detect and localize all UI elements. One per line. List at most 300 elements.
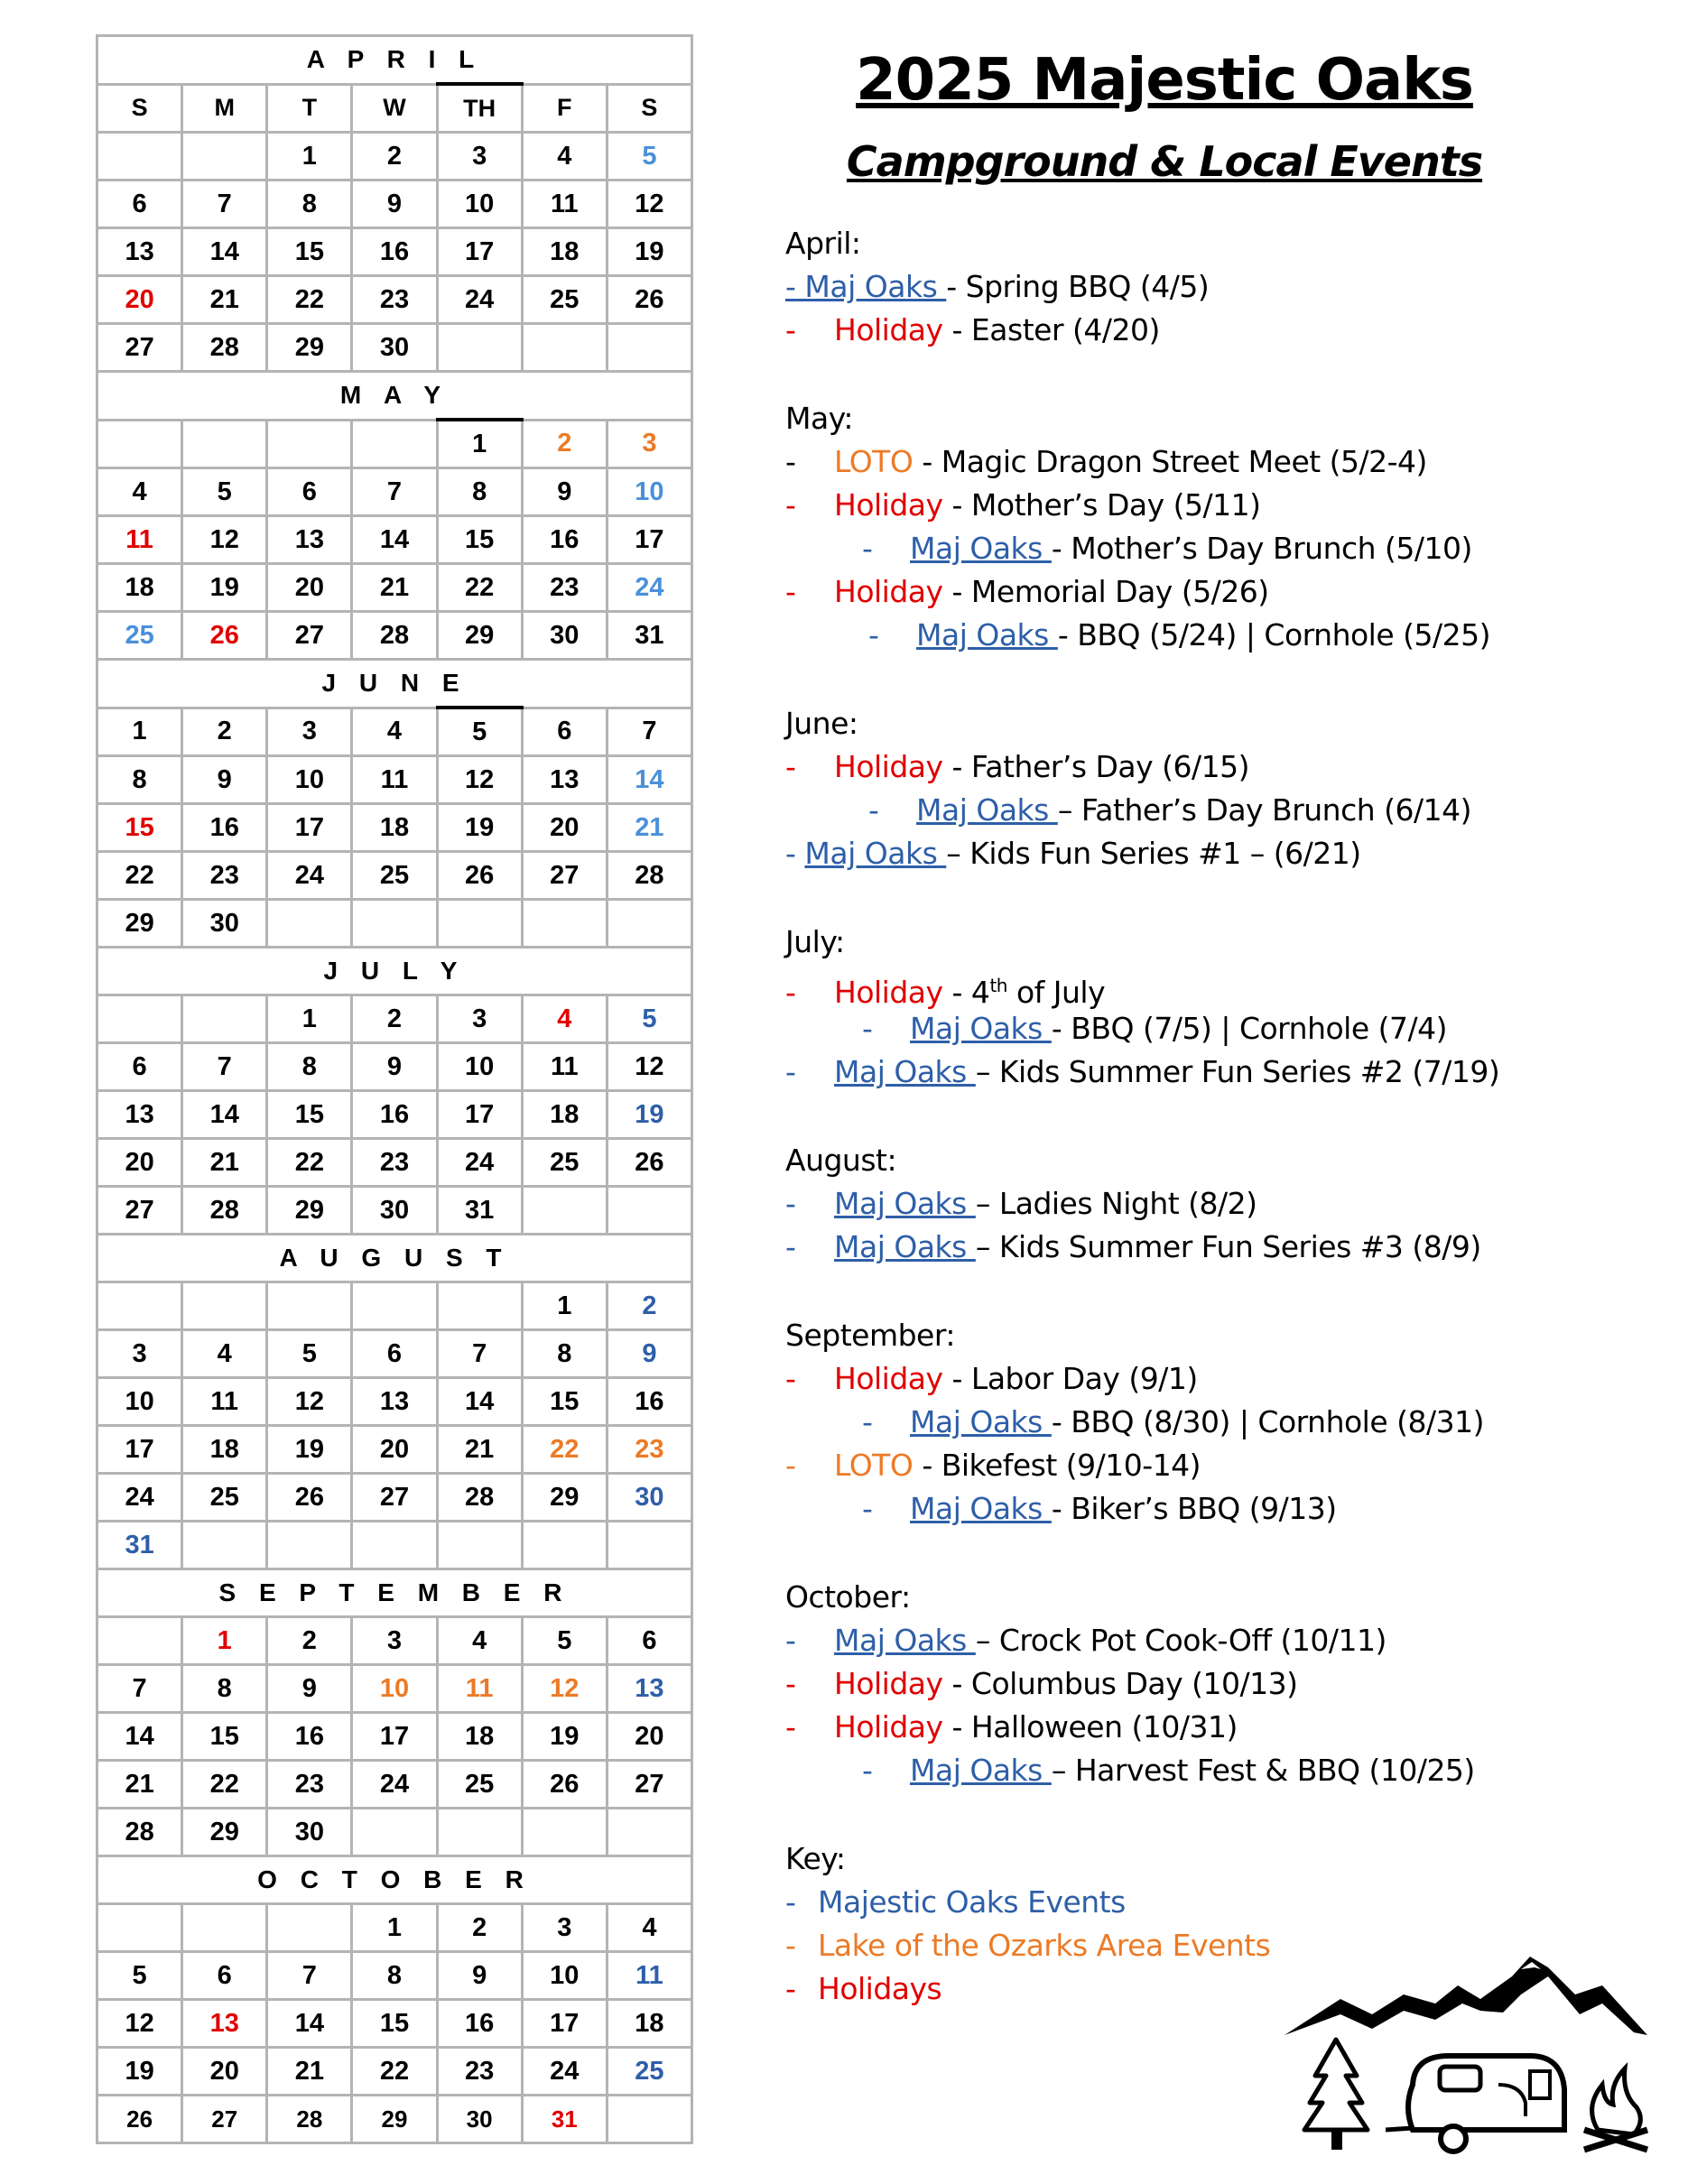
calendar-day: 1 [97, 708, 182, 756]
calendar-day: 8 [267, 1043, 352, 1091]
calendar-day [437, 1809, 522, 1856]
calendar-day: 28 [267, 2096, 352, 2143]
calendar-day [267, 1522, 352, 1569]
calendar-day: 16 [522, 516, 607, 564]
event-line [785, 444, 1427, 480]
calendar-day: 3 [437, 995, 522, 1043]
calendar-day: 20 [182, 2048, 267, 2096]
calendar-day: 5 [267, 1330, 352, 1378]
calendar-day: 9 [352, 1043, 437, 1091]
calendar-day: 12 [607, 1043, 691, 1091]
calendar-day: 27 [97, 324, 182, 372]
calendar-day: 10 [522, 1952, 607, 2000]
calendar-day: 26 [182, 612, 267, 660]
majestic-oaks-tag: Maj Oaks [910, 1011, 1052, 1046]
majestic-oaks-tag: Maj Oaks [834, 1186, 976, 1221]
dash: - [785, 1361, 796, 1396]
day-of-week-header: F [522, 84, 607, 133]
calendar-day [182, 420, 267, 468]
event-text: – Harvest Fest & BBQ (10/25) [1051, 1753, 1475, 1788]
calendar-day: 11 [522, 1043, 607, 1091]
calendar-day: 6 [182, 1952, 267, 2000]
calendar-day [437, 1522, 522, 1569]
event-text: - Magic Dragon Street Meet (5/2-4) [913, 444, 1427, 479]
calendar-day: 2 [182, 708, 267, 756]
event-line [785, 1054, 1499, 1090]
calendar-day: 11 [182, 1378, 267, 1426]
month-heading-august: August: [785, 1143, 897, 1178]
calendar-day: 17 [437, 1091, 522, 1139]
calendar-day: 11 [352, 756, 437, 804]
calendar-day: 14 [182, 1091, 267, 1139]
calendar-day: 19 [607, 1091, 691, 1139]
month-name: O C T O B E R [97, 1856, 692, 1904]
calendar-day [607, 324, 691, 372]
event-line [785, 574, 1269, 610]
month-name: A U G U S T [97, 1235, 692, 1282]
calendar-day: 20 [352, 1426, 437, 1474]
calendar-day: 22 [437, 564, 522, 612]
calendar-day: 13 [182, 2000, 267, 2048]
calendar-day [97, 133, 182, 180]
calendar-day: 3 [352, 1617, 437, 1665]
calendar-day: 28 [437, 1474, 522, 1522]
calendar-day: 30 [352, 324, 437, 372]
calendar-day: 21 [267, 2048, 352, 2096]
calendar-day: 1 [267, 133, 352, 180]
month-name: M A Y [97, 372, 692, 421]
calendar-day [267, 900, 352, 948]
calendar-day: 19 [267, 1426, 352, 1474]
event-line [785, 836, 1361, 872]
dash: - [785, 1186, 796, 1221]
calendar-day: 25 [522, 276, 607, 324]
month-name: J U N E [97, 660, 692, 708]
majestic-oaks-tag: Maj Oaks [910, 1404, 1052, 1439]
event-text: - Biker’s BBQ (9/13) [1051, 1491, 1337, 1526]
calendar-day: 13 [522, 756, 607, 804]
calendar-day: 6 [607, 1617, 691, 1665]
loto-tag: LOTO [834, 444, 914, 479]
camper-trailer-icon [1386, 2056, 1564, 2152]
calendar-day: 19 [97, 2048, 182, 2096]
calendar-day: 1 [352, 1904, 437, 1952]
calendar-day: 26 [607, 1139, 691, 1187]
key-label: Majestic Oaks Events [818, 1884, 1126, 1920]
dash: - [862, 1404, 873, 1439]
day-of-week-header: TH [437, 84, 522, 133]
calendar-day: 23 [522, 564, 607, 612]
calendar-day: 17 [437, 228, 522, 276]
calendar-day: 15 [182, 1713, 267, 1761]
calendar-day [97, 1904, 182, 1952]
calendar-day [182, 1522, 267, 1569]
dash: - [862, 1011, 873, 1046]
event-line [785, 1361, 1198, 1397]
calendar-day: 11 [607, 1952, 691, 2000]
dash: - [785, 836, 796, 871]
calendar-day: 14 [97, 1713, 182, 1761]
day-of-week-header: S [97, 84, 182, 133]
calendar-day: 25 [352, 852, 437, 900]
campfire-icon [1584, 2068, 1647, 2150]
key-item-loto [785, 1928, 1270, 1964]
calendar-day: 2 [437, 1904, 522, 1952]
event-subline [785, 1011, 1447, 1047]
calendar-day: 5 [182, 468, 267, 516]
calendar-day [352, 1809, 437, 1856]
calendar-day: 22 [267, 1139, 352, 1187]
calendar-day [267, 1282, 352, 1330]
day-of-week-header: S [607, 84, 691, 133]
event-line [785, 1666, 1297, 1702]
month-heading-october: October: [785, 1579, 911, 1615]
calendar-day: 12 [522, 1665, 607, 1713]
calendar-day: 5 [437, 708, 522, 756]
calendar-day [522, 324, 607, 372]
event-text: - Father’s Day (6/15) [942, 749, 1250, 784]
key-label: Holidays [818, 1971, 942, 2006]
dash: - [785, 1971, 796, 2006]
calendar-day: 30 [182, 900, 267, 948]
calendar-day: 1 [182, 1617, 267, 1665]
event-subline [785, 1753, 1475, 1789]
dash: - [785, 975, 796, 1010]
calendar-day: 12 [607, 180, 691, 228]
calendar-day: 21 [352, 564, 437, 612]
month-name: S E P T E M B E R [97, 1569, 692, 1617]
pine-tree-icon [1304, 2040, 1368, 2150]
calendar-day: 13 [97, 228, 182, 276]
calendar-day: 15 [352, 2000, 437, 2048]
calendar-day: 4 [182, 1330, 267, 1378]
event-text: - Mother’s Day Brunch (5/10) [1051, 531, 1472, 566]
dash: - [785, 1884, 796, 1920]
calendar-day: 8 [352, 1952, 437, 2000]
calendar-day: 10 [607, 468, 691, 516]
calendar-day: 19 [437, 804, 522, 852]
event-line [785, 967, 1105, 1011]
calendar-day [182, 1282, 267, 1330]
calendar-day: 15 [437, 516, 522, 564]
event-text: – Kids Summer Fun Series #2 (7/19) [975, 1054, 1500, 1089]
calendar-day: 9 [352, 180, 437, 228]
calendar-day: 12 [437, 756, 522, 804]
calendar-day: 20 [267, 564, 352, 612]
calendar-day: 10 [97, 1378, 182, 1426]
calendar-day: 19 [522, 1713, 607, 1761]
calendar-day [607, 1809, 691, 1856]
event-line [785, 312, 1160, 348]
calendar-day [437, 324, 522, 372]
event-text: - Mother’s Day (5/11) [942, 487, 1261, 523]
calendar-day: 4 [607, 1904, 691, 1952]
calendar-day [182, 1904, 267, 1952]
calendar-day: 6 [97, 180, 182, 228]
event-line [785, 1448, 1201, 1484]
holiday-tag: Holiday [834, 1361, 943, 1396]
event-text: - BBQ (8/30) | Cornhole (8/31) [1051, 1404, 1484, 1439]
calendar-day: 6 [267, 468, 352, 516]
dash: - [862, 1491, 873, 1526]
calendar-day: 7 [97, 1665, 182, 1713]
calendar-day: 5 [607, 133, 691, 180]
calendar-day: 29 [267, 324, 352, 372]
calendar-day: 21 [607, 804, 691, 852]
calendar-day: 25 [522, 1139, 607, 1187]
calendar-day: 8 [522, 1330, 607, 1378]
calendar-day: 10 [267, 756, 352, 804]
page-subtitle: Campground & Local Events [846, 137, 1483, 186]
calendar-day: 2 [352, 133, 437, 180]
event-text: - Memorial Day (5/26) [942, 574, 1269, 609]
calendar-day: 8 [437, 468, 522, 516]
calendar-day: 18 [437, 1713, 522, 1761]
dash: - [785, 1229, 796, 1264]
calendar-day: 29 [522, 1474, 607, 1522]
calendar-day: 16 [352, 228, 437, 276]
calendar-day: 22 [352, 2048, 437, 2096]
calendar-day: 19 [607, 228, 691, 276]
calendar-day: 18 [607, 2000, 691, 2048]
calendar-day [522, 1522, 607, 1569]
calendar-day: 25 [182, 1474, 267, 1522]
calendar-day: 21 [182, 1139, 267, 1187]
calendar-day: 2 [522, 420, 607, 468]
calendar-day: 23 [607, 1426, 691, 1474]
calendar-day: 6 [97, 1043, 182, 1091]
calendar-day: 7 [182, 1043, 267, 1091]
holiday-tag: Holiday [834, 1709, 943, 1744]
holiday-tag: Holiday [834, 487, 943, 523]
event-subline [785, 1404, 1484, 1440]
calendar-day: 31 [97, 1522, 182, 1569]
calendar-day [607, 2096, 691, 2143]
calendar-day: 29 [352, 2096, 437, 2143]
dash: - [785, 444, 796, 479]
calendar-day: 28 [607, 852, 691, 900]
calendar-day: 22 [267, 276, 352, 324]
calendar-day: 17 [607, 516, 691, 564]
calendar-day: 26 [437, 852, 522, 900]
calendar-day: 13 [97, 1091, 182, 1139]
campground-logo [1277, 1949, 1652, 2157]
calendar-day: 16 [607, 1378, 691, 1426]
dash: - [785, 1448, 796, 1483]
month-name: J U L Y [97, 948, 692, 995]
calendar-day: 16 [267, 1713, 352, 1761]
calendar-day: 31 [522, 2096, 607, 2143]
calendar-day: 7 [352, 468, 437, 516]
holiday-tag: Holiday [834, 749, 943, 784]
calendar-day: 10 [352, 1665, 437, 1713]
event-text: - Spring BBQ (4/5) [946, 269, 1210, 304]
dash: - [785, 1623, 796, 1658]
dash: - [785, 574, 796, 609]
calendar-day [267, 420, 352, 468]
dash: - [868, 617, 879, 652]
calendar-day: 1 [267, 995, 352, 1043]
calendar-day [182, 133, 267, 180]
majestic-oaks-tag: Maj Oaks [910, 1491, 1052, 1526]
calendar-day: 15 [97, 804, 182, 852]
calendar-day: 24 [352, 1761, 437, 1809]
dash: - [785, 749, 796, 784]
majestic-oaks-tag: Maj Oaks [834, 1054, 976, 1089]
calendar-day: 22 [97, 852, 182, 900]
calendar-day: 9 [607, 1330, 691, 1378]
calendar-day: 23 [182, 852, 267, 900]
calendar-day: 14 [267, 2000, 352, 2048]
event-text: - BBQ (7/5) | Cornhole (7/4) [1051, 1011, 1447, 1046]
calendar-day: 3 [97, 1330, 182, 1378]
calendar-day: 3 [267, 708, 352, 756]
calendar-day: 6 [522, 708, 607, 756]
calendar-day [607, 900, 691, 948]
majestic-oaks-tag: Maj Oaks [916, 617, 1058, 652]
majestic-oaks-tag: Maj Oaks [834, 1229, 976, 1264]
calendar-day: 27 [522, 852, 607, 900]
event-text: - BBQ (5/24) | Cornhole (5/25) [1057, 617, 1490, 652]
calendar-day: 14 [607, 756, 691, 804]
month-name: A P R I L [97, 36, 692, 85]
calendar-day [182, 995, 267, 1043]
calendar-day: 26 [267, 1474, 352, 1522]
calendar-day [522, 1187, 607, 1235]
holiday-tag: Holiday [834, 975, 943, 1010]
calendar-day: 21 [437, 1426, 522, 1474]
calendar-day: 20 [522, 804, 607, 852]
calendar-day: 27 [607, 1761, 691, 1809]
calendar-day: 28 [182, 1187, 267, 1235]
event-text: - Columbus Day (10/13) [942, 1666, 1298, 1701]
event-line [785, 487, 1261, 523]
calendar-day: 31 [437, 1187, 522, 1235]
calendar-day: 29 [267, 1187, 352, 1235]
calendar-day: 18 [522, 228, 607, 276]
calendar-day: 5 [97, 1952, 182, 2000]
calendar-day: 21 [97, 1761, 182, 1809]
calendar-day: 3 [437, 133, 522, 180]
calendar-day: 26 [607, 276, 691, 324]
calendar-day: 30 [352, 1187, 437, 1235]
calendar-day: 23 [267, 1761, 352, 1809]
calendar-day: 7 [437, 1330, 522, 1378]
majestic-oaks-tag: Maj Oaks [910, 1753, 1052, 1788]
event-subline [785, 1491, 1337, 1527]
calendar-day: 30 [267, 1809, 352, 1856]
calendar-day: 13 [267, 516, 352, 564]
calendar-day: 29 [97, 900, 182, 948]
holiday-tag: Holiday [834, 312, 943, 347]
calendar-day: 27 [182, 2096, 267, 2143]
majestic-oaks-tag: Maj Oaks [795, 269, 947, 304]
dash: - [785, 1928, 796, 1963]
event-text: - Easter (4/20) [942, 312, 1160, 347]
calendar-day: 28 [352, 612, 437, 660]
calendar-day: 26 [97, 2096, 182, 2143]
calendar-day: 27 [352, 1474, 437, 1522]
calendar-day: 25 [607, 2048, 691, 2096]
calendar-day: 12 [267, 1378, 352, 1426]
calendar-day: 23 [352, 276, 437, 324]
calendar-day: 7 [267, 1952, 352, 2000]
calendar-day [607, 1522, 691, 1569]
calendar-day: 17 [97, 1426, 182, 1474]
calendar-day: 18 [182, 1426, 267, 1474]
calendar-day: 24 [607, 564, 691, 612]
calendar-day: 2 [607, 1282, 691, 1330]
month-heading-september: September: [785, 1318, 955, 1353]
event-subline [785, 792, 1471, 828]
majestic-oaks-tag: Maj Oaks [834, 1623, 976, 1658]
dash: - [868, 792, 879, 828]
event-line [785, 269, 1209, 305]
calendar-day [607, 1187, 691, 1235]
dash: - [785, 269, 796, 304]
calendar-day: 31 [607, 612, 691, 660]
calendar-day: 12 [97, 2000, 182, 2048]
key-item-majestic-oaks [785, 1884, 1126, 1920]
calendar-day: 29 [437, 612, 522, 660]
calendar-day: 4 [352, 708, 437, 756]
event-text: – Crock Pot Cook-Off (10/11) [975, 1623, 1387, 1658]
calendar-day [437, 900, 522, 948]
calendar-day: 16 [182, 804, 267, 852]
calendar-day: 22 [182, 1761, 267, 1809]
calendar-day: 30 [607, 1474, 691, 1522]
calendar-day: 1 [437, 420, 522, 468]
loto-tag: LOTO [834, 1448, 914, 1483]
calendar-day: 23 [352, 1139, 437, 1187]
calendar-day: 20 [97, 276, 182, 324]
calendar-day: 5 [607, 995, 691, 1043]
event-line [785, 1229, 1481, 1265]
calendar-day: 17 [267, 804, 352, 852]
key-item-holidays [785, 1971, 941, 2007]
calendar-day: 3 [522, 1904, 607, 1952]
event-line [785, 1186, 1257, 1222]
calendar-day: 22 [522, 1426, 607, 1474]
calendar-day: 30 [522, 612, 607, 660]
calendar-day: 25 [97, 612, 182, 660]
calendar-day: 6 [352, 1330, 437, 1378]
calendar-day: 15 [267, 228, 352, 276]
calendar-day: 28 [182, 324, 267, 372]
holiday-tag: Holiday [834, 1666, 943, 1701]
calendar-day: 10 [437, 1043, 522, 1091]
calendar-day: 27 [97, 1187, 182, 1235]
calendar-day [97, 420, 182, 468]
event-text: - Bikefest (9/10-14) [913, 1448, 1201, 1483]
event-text: – Kids Summer Fun Series #3 (8/9) [975, 1229, 1481, 1264]
calendar-day [522, 1809, 607, 1856]
calendar-day: 13 [352, 1378, 437, 1426]
calendar-day: 17 [522, 2000, 607, 2048]
day-of-week-header: T [267, 84, 352, 133]
calendar-day: 2 [352, 995, 437, 1043]
event-text: – Kids Fun Series #1 – (6/21) [946, 836, 1361, 871]
calendar-day [97, 995, 182, 1043]
majestic-oaks-tag: Maj Oaks [916, 792, 1058, 828]
month-heading-june: June: [785, 706, 858, 741]
calendar-day: 4 [437, 1617, 522, 1665]
calendar-day: 8 [182, 1665, 267, 1713]
calendar-day: 18 [352, 804, 437, 852]
calendar-day: 23 [437, 2048, 522, 2096]
majestic-oaks-tag: Maj Oaks [804, 836, 947, 871]
event-text: - Labor Day (9/1) [942, 1361, 1198, 1396]
